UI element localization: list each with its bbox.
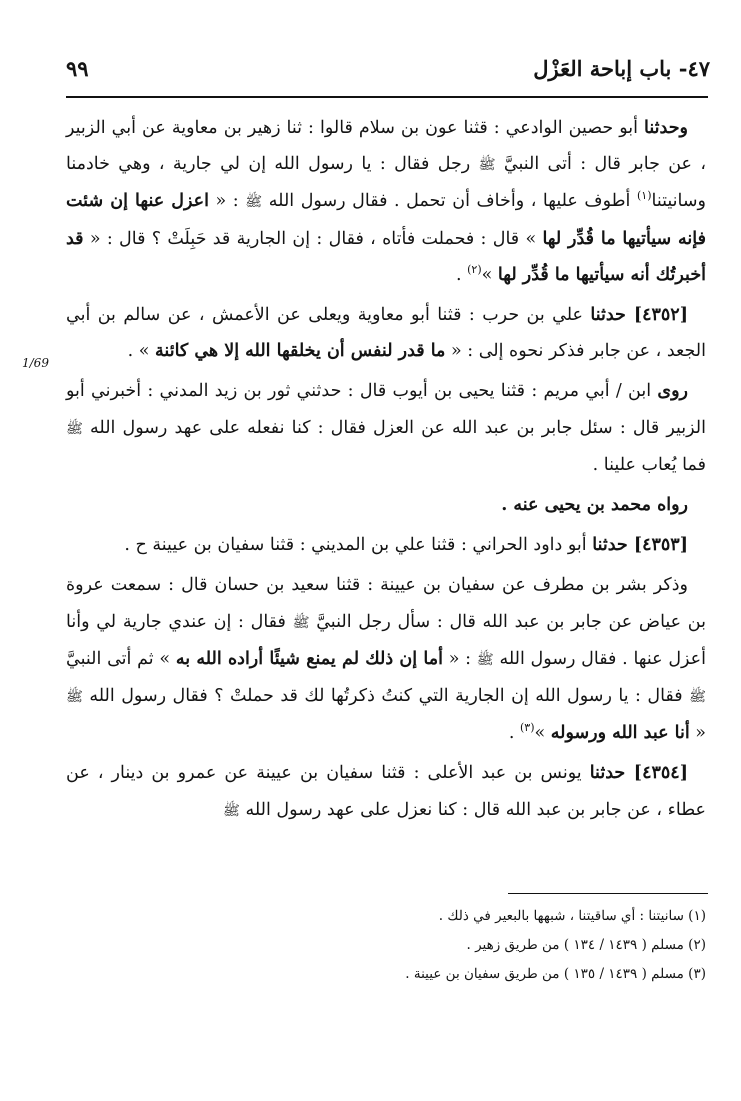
narration-lead: وحدثنا	[644, 118, 688, 138]
chapter-title: ٤٧- باب إباحة العَزْل	[533, 56, 710, 81]
text-run: فقال : يا رسول الله إن الجارية التي كنتُ ذكرتُها لك قد حملتْ ؟ فقال رسول الله	[82, 686, 690, 707]
footnote-item: (٢) مسلم ( ١٤٣٩ / ١٣٤ ) من طريق زهير .	[466, 937, 706, 953]
text-run: أبو داود الحراني : قثنا علي بن المديني : قثنا سفيان بن عيينة ح .	[124, 535, 593, 556]
text-run: » .	[127, 341, 156, 362]
hadith-number-lead: [٤٣٥٣] حدثنا	[592, 535, 688, 556]
text-run: » قال : فحملت فأتاه ، فقال : إن الجارية قد حَبِلَتْ ؟ قال : «	[83, 228, 543, 249]
prophetic-quote: أما إن ذلك لم يمنع شيئًا أراده الله به	[175, 648, 443, 669]
footnote-ref: (١)	[636, 189, 652, 203]
text-run: : «	[442, 648, 477, 669]
text-run: أبو حصين الوادعي : قثنا عون بن سلام قالوا : ثنا زهير بن معاوية عن أبي الزبير ، عن جابر قال : أتى النبيَّ	[66, 118, 706, 175]
hadith-paragraph-bishr	[66, 567, 706, 751]
salla-symbol: ﷺ	[478, 157, 496, 174]
text-run: فما يُعاب علينا .	[592, 454, 706, 475]
prophetic-quote: ما قدر لنفس أن يخلقها الله إلا هي كائنة	[155, 341, 446, 362]
salla-symbol: ﷺ	[66, 420, 83, 437]
text-run: »	[481, 264, 498, 285]
text-run: أطوف عليها ، وأخاف أن تحمل . فقال رسول الله	[262, 191, 637, 212]
text-run: .	[455, 264, 468, 285]
main-text	[66, 110, 706, 829]
salla-symbol: ﷺ	[476, 651, 494, 668]
text-run: : «	[208, 191, 246, 212]
salla-symbol: ﷺ	[223, 802, 240, 819]
text-run: ابن / أبي مريم : قثنا يحيى بن أيوب قال : حدثني ثور بن زيد المدني : أخبرني أبو الزبير قال : سئل جابر بن عبد الله عن العزل فقال : كنا نفعله على عهد رسول الله	[66, 381, 706, 438]
footnote-ref: (٣)	[519, 721, 535, 735]
text-run: علي بن حرب : قثنا أبو معاوية ويعلى عن الأعمش ، عن سالم بن أبي الجعد ، عن جابر فذكر نحوه إلى : «	[66, 305, 706, 362]
hadith-paragraph-1	[66, 110, 706, 293]
hadith-paragraph-4353	[66, 527, 706, 563]
text-run: يونس بن عبد الأعلى : قثنا سفيان بن عيينة عن عمرو بن دينار ، عن عطاء ، عن جابر بن عبد الله قال : كنا نعزل على عهد رسول الله	[66, 763, 706, 820]
header-divider	[66, 96, 708, 98]
text-run: رجل فقال : يا رسول الله إن لي جارية ، وهي خادمنا وسانيتنا	[66, 154, 706, 212]
prophetic-quote: اعزل عنها إن شئت فإنه سيأتيها ما قُدِّر لها	[66, 191, 706, 249]
hadith-paragraph-riwaya	[66, 373, 706, 483]
footnote-item: (٣) مسلم ( ١٤٣٩ / ١٣٥ ) من طريق سفيان بن عيينة .	[405, 966, 706, 982]
hadith-number-lead: [٤٣٥٢] حدثنا	[590, 305, 688, 326]
prophetic-quote: قد أخبرتُك أنه سيأتيها ما قُدِّر لها	[66, 228, 706, 285]
text-run: فقال : إن عندي جارية لي وأنا أعزل عنها . فقال رسول الله	[66, 611, 706, 669]
prophetic-quote: أنا عبد الله ورسوله	[550, 723, 690, 744]
salla-symbol: ﷺ	[689, 689, 706, 706]
text-run: »	[534, 723, 551, 744]
narration-lead: روى	[657, 381, 688, 402]
text-run: وذكر بشر بن مطرف عن سفيان بن عيينة : قثنا سعيد بن حسان قال : سمعت عروة بن عياض عن جابر بن عبد الله قال : سأل رجل النبيَّ	[66, 575, 707, 632]
page-number: ٩٩	[66, 56, 89, 81]
hadith-paragraph-4352	[66, 297, 706, 369]
footnote-ref: (٢)	[467, 262, 482, 276]
hadith-number-lead: [٤٣٥٤] حدثنا	[589, 763, 688, 784]
salla-symbol: ﷺ	[66, 689, 83, 706]
transmission-note: رواه محمد بن يحيى عنه .	[501, 495, 688, 516]
manuscript-folio-note: 1/69	[22, 356, 49, 370]
text-run: «	[689, 723, 706, 744]
hadith-paragraph-4354	[66, 755, 706, 828]
footnotes	[260, 902, 706, 989]
text-run: » ثم أتى النبيَّ	[66, 648, 176, 669]
footnote-item: (١) سانيتنا : أي ساقيتنا ، شبهها بالبعير في ذلك .	[438, 908, 706, 924]
salla-symbol: ﷺ	[245, 194, 263, 211]
text-run: .	[508, 723, 520, 744]
page-header	[62, 52, 710, 96]
footnote-divider	[508, 893, 708, 894]
salla-symbol: ﷺ	[292, 614, 310, 631]
